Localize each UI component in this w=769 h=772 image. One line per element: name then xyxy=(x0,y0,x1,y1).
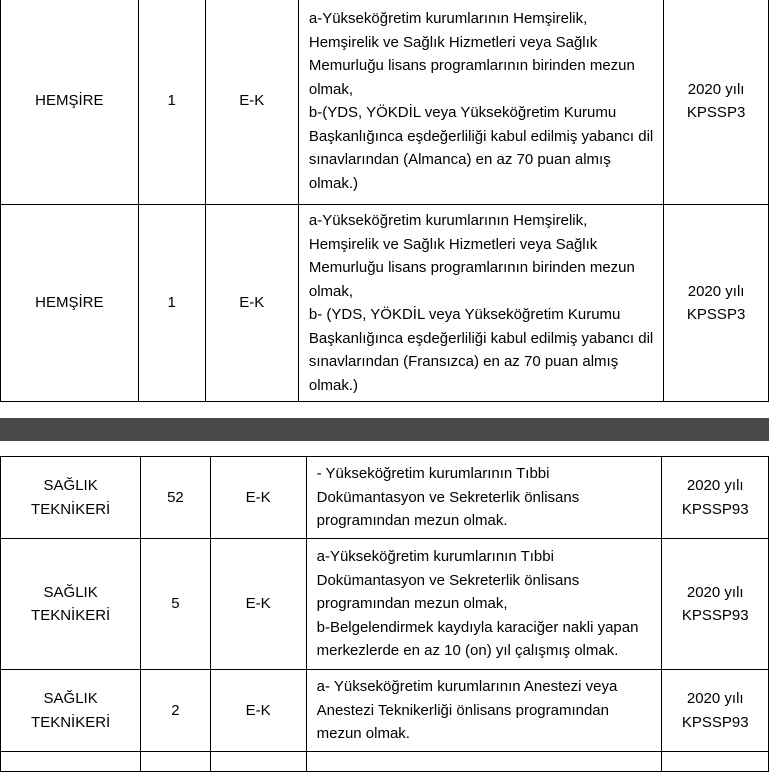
table-row-partial xyxy=(1,752,769,772)
position-cell: SAĞLIK TEKNİKERİ xyxy=(1,670,141,752)
exam-cell: 2020 yılı KPSSP3 xyxy=(664,0,769,205)
gender-cell xyxy=(210,752,306,772)
requirements-cell: a-Yükseköğretim kurumlarının Hemşirelik, Hemşirelik ve Sağlık Hizmetleri veya Sağlık Memurluğu lisans programlarının birinden mezun olmak, b-(YDS, YÖKDİL veya Yükseköğretim Kurumu Başkanlığınca eşdeğerliliği kabul edilmiş yabancı dil sınavlarından (Almanca) en az 70 puan almış olmak.) xyxy=(298,0,663,205)
section-divider-band xyxy=(0,418,769,441)
position-cell: HEMŞİRE xyxy=(1,0,139,205)
requirements-cell: - Yükseköğretim kurumlarının Tıbbi Dokümantasyon ve Sekreterlik önlisans programından mezun olmak. xyxy=(306,457,662,539)
requirements-cell: a-Yükseköğretim kurumlarının Tıbbi Dokümantasyon ve Sekreterlik önlisans programından mezun olmak, b-Belgelendirmek kaydıyla karaciğer nakli yapan merkezlerde en az 10 (on) yıl çalışmış olmak. xyxy=(306,539,662,670)
count-cell: 1 xyxy=(138,0,205,205)
count-cell: 5 xyxy=(141,539,210,670)
gender-cell: E-K xyxy=(210,457,306,539)
gender-cell: E-K xyxy=(205,0,298,205)
exam-cell: 2020 yılı KPSSP93 xyxy=(662,539,769,670)
requirements-cell xyxy=(306,752,662,772)
table-row xyxy=(1,205,769,402)
count-cell: 2 xyxy=(141,670,210,752)
exam-cell: 2020 yılı KPSSP93 xyxy=(662,670,769,752)
count-cell xyxy=(141,752,210,772)
table-row xyxy=(1,670,769,752)
count-cell: 1 xyxy=(138,205,205,402)
exam-cell xyxy=(662,752,769,772)
table-row xyxy=(1,457,769,539)
table-row xyxy=(1,539,769,670)
gender-cell: E-K xyxy=(210,670,306,752)
requirements-cell: a- Yükseköğretim kurumlarının Anestezi veya Anestezi Teknikerliği önlisans programından mezun olmak. xyxy=(306,670,662,752)
exam-cell: 2020 yılı KPSSP93 xyxy=(662,457,769,539)
count-cell: 52 xyxy=(141,457,210,539)
position-cell: SAĞLIK TEKNİKERİ xyxy=(1,539,141,670)
requirements-cell: a-Yükseköğretim kurumlarının Hemşirelik, Hemşirelik ve Sağlık Hizmetleri veya Sağlık Memurluğu lisans programlarının birinden mezun olmak, b- (YDS, YÖKDİL veya Yükseköğretim Kurumu Başkanlığınca eşdeğerliliği kabul edilmiş yabancı dil sınavlarından (Fransızca) en az 70 puan almış olmak.) xyxy=(298,205,663,402)
gender-cell: E-K xyxy=(210,539,306,670)
table-row xyxy=(1,0,769,205)
exam-cell: 2020 yılı KPSSP3 xyxy=(664,205,769,402)
gender-cell: E-K xyxy=(205,205,298,402)
position-cell xyxy=(1,752,141,772)
table-bottom xyxy=(0,456,769,772)
position-cell: HEMŞİRE xyxy=(1,205,139,402)
position-cell: SAĞLIK TEKNİKERİ xyxy=(1,457,141,539)
